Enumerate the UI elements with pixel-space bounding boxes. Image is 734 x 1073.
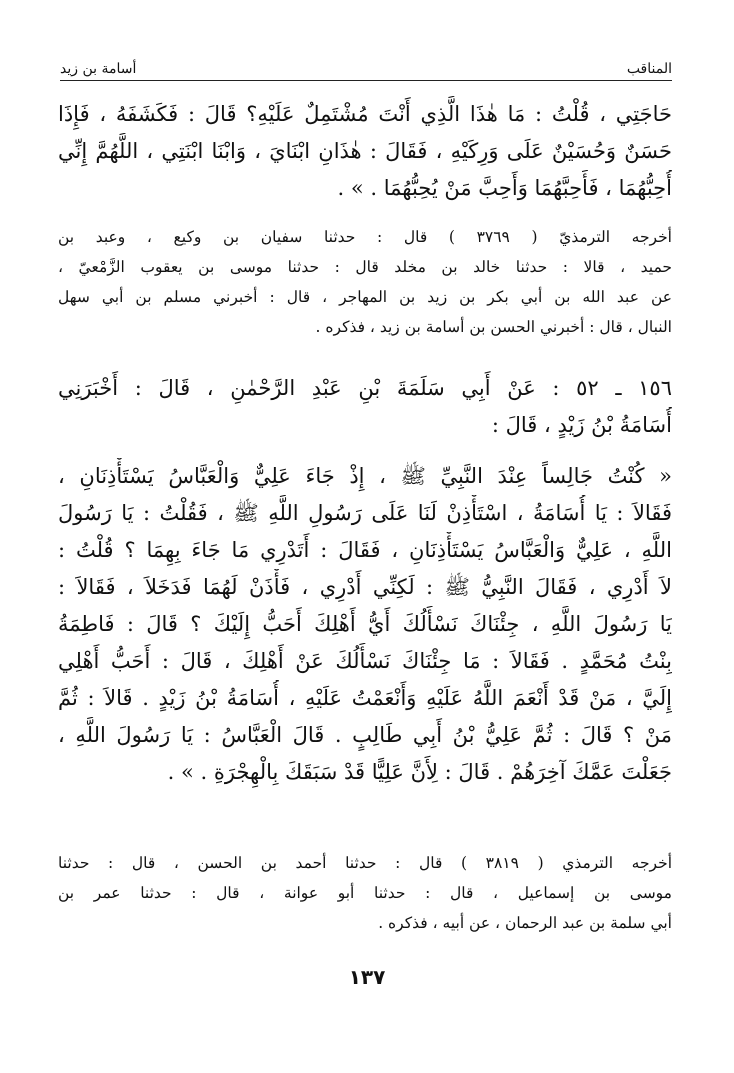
header-section: أسامة بن زيد bbox=[60, 61, 137, 77]
running-header bbox=[60, 60, 672, 81]
takhrij-note-2 bbox=[58, 848, 672, 938]
hadith-heading bbox=[58, 370, 672, 444]
text-line: أخرجه الترمذي ( ٣٨١٩ ) قال : حدثنا أحمد بن الحسن ، قال : حدثنا bbox=[58, 854, 672, 872]
text-line: جَعَلْتَ عَمَّكَ آخِرَهُمْ . قَالَ : لِأَنَّ عَلِيًّا قَدْ سَبَقَكَ بِالْهِجْرَةِ . » . bbox=[167, 760, 672, 784]
text-line: فَقَالاَ : يَا أُسَامَةُ ، اسْتَأْذِنْ لَنَا عَلَى رَسُولِ اللَّهِ ﷺ ، فَقُلْتُ : يَا رَسُولَ bbox=[58, 501, 672, 525]
takhrij-note-1 bbox=[58, 222, 672, 342]
text-line: النبال ، قال : أخبرني الحسن بن أسامة بن زيد ، فذكره . bbox=[315, 318, 672, 336]
page-number: ١٣٧ bbox=[348, 965, 386, 989]
text-line: لاَ أَدْرِي ، فَقَالَ النَّبِيُّ ﷺ : لَكِنِّي أَدْرِي ، فَأْذَنْ لَهُمَا فَدَخَلاَ ، فَقَالاَ : bbox=[58, 575, 672, 599]
hadith-body bbox=[58, 458, 672, 791]
text-line: بِنْتُ مُحَمَّدٍ . فَقَالاَ : مَا جِئْنَاكَ نَسْأَلُكَ عَنْ أَهْلِكَ ، قَالَ : أَحَبُّ أَهْلِي bbox=[58, 649, 672, 673]
text-line: أُحِبُّهُمَا ، فَأَحِبَّهُمَا وَأَحِبَّ مَنْ يُحِبُّهُمَا . » . bbox=[337, 176, 672, 200]
text-line: أبي سلمة بن عبد الرحمان ، عن أبيه ، فذكره . bbox=[378, 914, 672, 932]
text-line: حَاجَتِي ، قُلْتُ : مَا هٰذَا الَّذِي أَنْتَ مُشْتَمِلٌ عَلَيْهِ؟ قَالَ : فَكَشَفَهُ ، فَإِذَا bbox=[58, 102, 672, 126]
text-line: إِلَيَّ ، مَنْ قَدْ أَنْعَمَ اللَّهُ عَلَيْهِ وَأَنْعَمْتُ عَلَيْهِ ، أُسَامَةُ بْنُ زَيْدٍ . قَالاَ : ثُمَّ bbox=[58, 686, 672, 710]
text-line: حميد ، قالا : حدثنا خالد بن مخلد قال : حدثنا موسى بن يعقوب الزَّمْعيّ ، bbox=[58, 258, 672, 276]
text-line: اللَّهِ ، عَلِيٌّ وَالْعَبَّاسُ يَسْتَأْذِنَانِ ، فَقَالَ : أَتَدْرِي مَا جَاءَ بِهِمَا ؟ قُلْتُ : bbox=[58, 538, 672, 562]
text-line: « كُنْتُ جَالِساً عِنْدَ النَّبِيِّ ﷺ ، إِذْ جَاءَ عَلِيٌّ وَالْعَبَّاسُ يَسْتَأْذِنَانِ ، bbox=[58, 464, 672, 488]
text-line: مَنْ ؟ قَالَ : ثُمَّ عَلِيُّ بْنُ أَبِي طَالِبٍ . قَالَ الْعَبَّاسُ : يَا رَسُولَ اللَّهِ ، bbox=[58, 723, 672, 747]
text-line: أُسَامَةُ بْنُ زَيْدٍ ، قَالَ : bbox=[491, 413, 672, 437]
text-line: ١٥٦ ـ ٥٢ : عَنْ أَبِي سَلَمَةَ بْنِ عَبْدِ الرَّحْمٰنِ ، قَالَ : أَخْبَرَنِي bbox=[58, 376, 672, 400]
text-line: يَا رَسُولَ اللَّهِ ، جِئْنَاكَ نَسْأَلُكَ أَيُّ أَهْلِكَ أَحَبُّ إِلَيْكَ ؟ قَالَ : فَاطِمَةُ bbox=[58, 612, 672, 636]
text-line: موسى بن إسماعيل ، قال : حدثنا أبو عوانة ، قال : حدثنا عمر بن bbox=[58, 884, 672, 902]
text-line: عن عبد الله بن أبي بكر بن زيد بن المهاجر ، قال : أخبرني مسلم بن أبي سهل bbox=[58, 288, 672, 306]
hadith-continuation bbox=[58, 96, 672, 207]
header-chapter: المناقب bbox=[626, 61, 672, 77]
text-line: أخرجه الترمذيّ ( ٣٧٦٩ ) قال : حدثنا سفيان بن وكيع ، وعبد بن bbox=[58, 228, 672, 246]
text-line: حَسَنٌ وَحُسَيْنٌ عَلَى وَرِكَيْهِ ، فَقَالَ : هٰذَانِ ابْنَايَ ، وَابْنَا ابْنَتِي ، اللَّهُمَّ إِنِّي bbox=[58, 139, 672, 163]
